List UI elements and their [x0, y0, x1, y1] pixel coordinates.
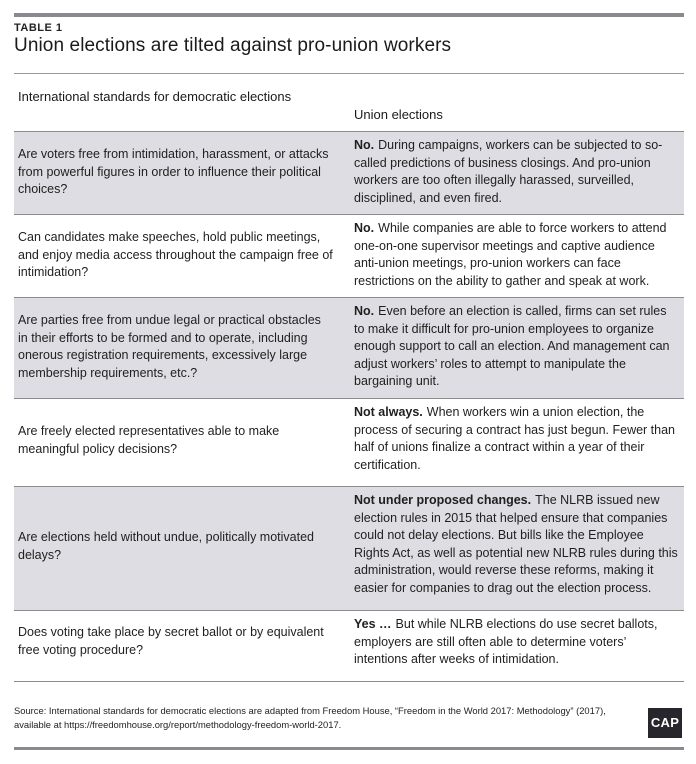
answer-lead: No.: [354, 304, 375, 318]
source-note: Source: International standards for democratic elections are adapted from Freedom House, “Freedom in the World 2017: Methodology” (2017), available at https://freedomhouse.org/report/methodology-freedom-world-2017.: [14, 705, 606, 730]
answer-lead: Not always.: [354, 405, 423, 419]
table-row: [14, 131, 684, 214]
row-question: Are voters free from intimidation, harassment, or attacks from powerful figures in order to influence their political choices?: [18, 147, 329, 196]
row-question: Can candidates make speeches, hold public meetings, and enjoy media access throughout the campaign free of intimidation?: [18, 230, 333, 279]
answer-lead: No.: [354, 221, 375, 235]
answer-text: During campaigns, workers can be subjected to so-called predictions of business closings. And pro-union workers are too often illegally harassed, surveilled, disciplined, and even fired.: [354, 138, 663, 205]
row-question: Are freely elected representatives able to make meaningful policy decisions?: [18, 424, 280, 456]
table-row: [14, 297, 684, 398]
column-header-union-elections: Union elections: [354, 107, 443, 122]
table-row: [14, 486, 684, 610]
table-row: [14, 398, 684, 486]
row-answer: [354, 616, 680, 669]
row-question: Are parties free from undue legal or practical obstacles in their efforts to be formed and to operate, including onerous registration requirements, excessively large membership requirements, etc.?: [18, 313, 321, 380]
column-header-standards: International standards for democratic elections: [18, 89, 292, 104]
table-bottom-divider: [14, 681, 684, 682]
row-answer: [354, 137, 680, 207]
row-question: Are elections held without undue, politically motivated delays?: [18, 530, 315, 562]
row-answer: [354, 220, 680, 290]
answer-lead: Yes …: [354, 617, 392, 631]
answer-text: But while NLRB elections do use secret ballots, employers are still often able to determine voters’ intentions after weeks of intimidation.: [354, 617, 658, 666]
row-answer: [354, 492, 680, 597]
row-answer: [354, 404, 680, 474]
row-answer: [354, 303, 680, 391]
table-row: [14, 610, 684, 677]
cap-logo: CAP: [648, 708, 682, 738]
answer-text: Even before an election is called, firms can set rules to make it difficult for pro-union employees to organize enough support to call an election. And management can adjust workers’ roles to attempt to manipulate the bargaining unit.: [354, 304, 670, 388]
page-title: Union elections are tilted against pro-union workers: [14, 35, 452, 56]
footer-rule: [14, 747, 684, 750]
comparison-table: [14, 131, 684, 677]
answer-text: When workers win a union election, the process of securing a contract has just begun. Fewer than half of unions finalize a contract within a year of their certification.: [354, 405, 676, 472]
answer-lead: No.: [354, 138, 375, 152]
table-row: [14, 214, 684, 297]
answer-lead: Not under proposed changes.: [354, 493, 532, 507]
answer-text: The NLRB issued new election rules in 2015 that helped ensure that companies could not delay elections. But bills like the Employee Rights Act, as well as potential new NLRB rules during this administration, would reverse these reforms, making it easier for companies to drag out the election process.: [354, 493, 678, 595]
row-question: Does voting take place by secret ballot or by equivalent free voting procedure?: [18, 625, 324, 657]
table-label: TABLE 1: [14, 22, 63, 34]
top-rule: [14, 13, 684, 17]
answer-text: While companies are able to force workers to attend one-on-one supervisor meetings and captive audience anti-union meetings, pro-union workers can face restrictions on the ability to gather and speak at work.: [354, 221, 667, 288]
header-divider: [14, 73, 684, 74]
